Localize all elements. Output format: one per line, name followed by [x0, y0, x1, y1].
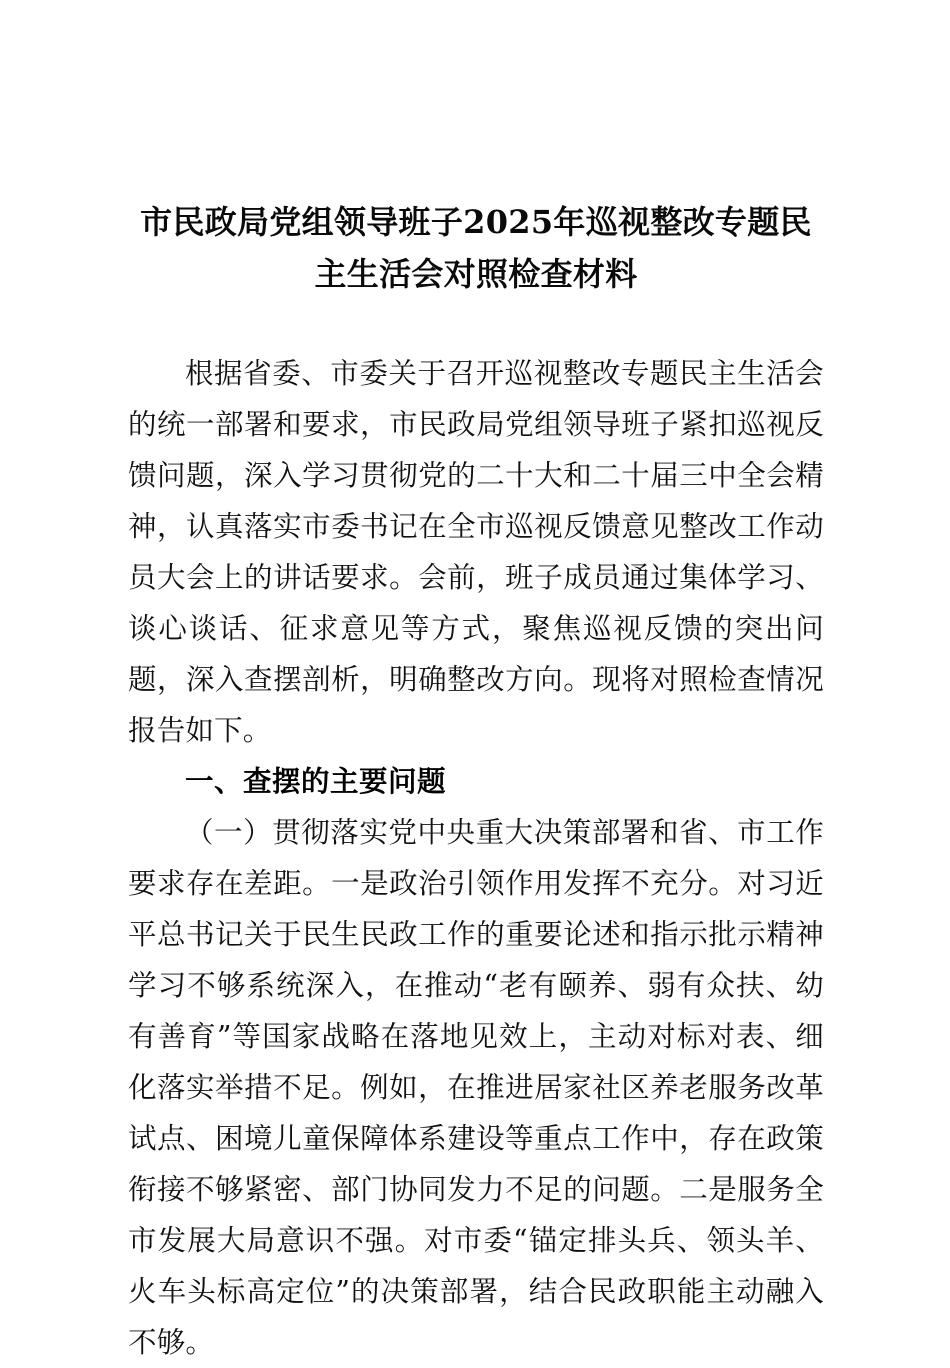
title-line-2: 会对照检查材料: [411, 255, 638, 293]
section-heading-main-problems: 一、查摆的主要问题: [185, 765, 447, 798]
paragraph-section-1-item-1: （一）贯彻落实党中央重大决策部署和省、市工作要求存在差距。一是政治引领作用发挥不充分。对习近平总书记关于民生民政工作的重要论述和指示批示精神学习不够系统深入，在推动“老有颐养、弱有众扶、幼有善育”等国家战略在落地见效上，主动对标对表、细化落实举措不足。例如，在推进居家社区养老服务改革试点、困境儿童保障体系建设等重点工作中，存在政策衔接不够紧密、部门协同发力不足的问题。二是服务全市发展大局意识不强。对市委“锚定排头兵、领头羊、火车头标高定位”的决策部署，结合民政职能主动融入不够。: [128, 816, 824, 1359]
document-body: [128, 196, 824, 1368]
paragraph-preamble: 根据省委、市委关于召开巡视整改专题民主生活会的统一部署和要求，市民政局党组领导班子紧扣巡视反馈问题，深入学习贯彻党的二十大和二十届三中全会精神，认真落实市委书记在全市巡视反馈意见整改工作动员大会上的讲话要求。会前，班子成员通过集体学习、谈心谈话、征求意见等方式，聚焦巡视反馈的突出问题，深入查摆剖析，明确整改方向。现将对照检查情况报告如下。: [128, 357, 824, 747]
title-line-1: 市民政局党组领导班子2025年巡视整改专题民主生活: [140, 203, 812, 293]
page-title: [128, 196, 824, 300]
